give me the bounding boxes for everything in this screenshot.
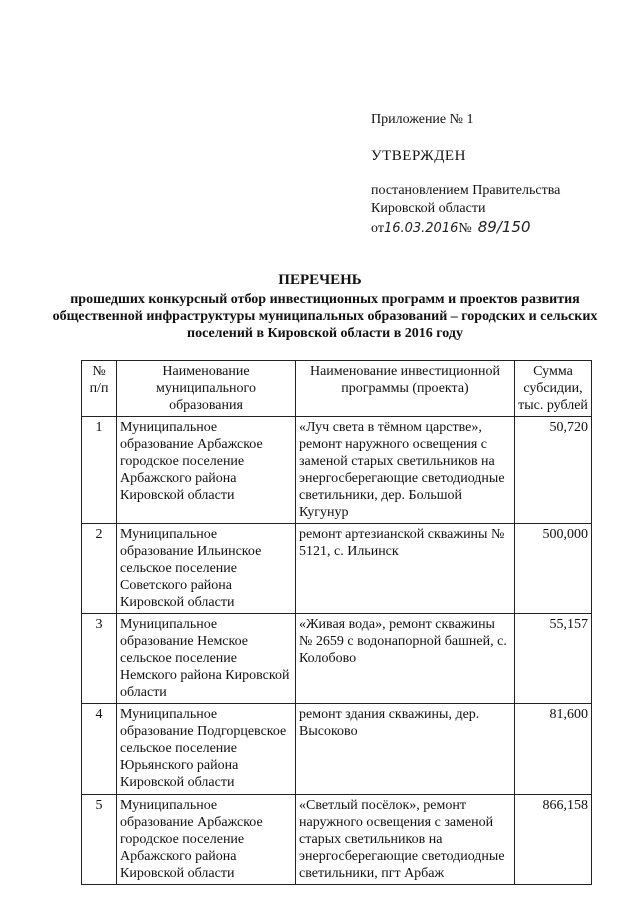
cell-program: ремонт здания скважины, дер. Высоково	[296, 704, 515, 795]
cell-num: 1	[82, 417, 117, 524]
decree-number-label: №	[458, 221, 472, 236]
cell-num: 5	[82, 795, 117, 885]
table-row	[82, 417, 592, 524]
cell-municipality: Муниципальное образование Арбажское городское поселение Арбажского района Кировской области	[117, 417, 296, 524]
cell-municipality: Муниципальное образование Ильинское сельское поселение Советского района Кировской области	[117, 524, 296, 614]
header-amount: Сумма субсидии, тыс. рублей	[515, 361, 592, 417]
decree-number: 89/150	[477, 218, 531, 236]
document-subtitle: прошедших конкурсный отбор инвестиционных программ и проектов развития общественной инфраструктуры муниципальных образований – городских и сельских поселений в Кировской области в 2016 году	[52, 292, 598, 341]
cell-municipality: Муниципальное образование Подгорцевское сельское поселение Юрьянского района Кировской области	[117, 704, 296, 795]
cell-num: 4	[82, 704, 117, 795]
cell-municipality: Муниципальное образование Арбажское городское поселение Арбажского района Кировской области	[117, 795, 296, 885]
decree-block	[371, 182, 560, 238]
cell-program: «Живая вода», ремонт скважины № 2659 с водонапорной башней, с. Колобово	[296, 614, 515, 704]
decree-line-3	[371, 218, 560, 238]
cell-program: «Светлый посёлок», ремонт наружного освещения с заменой старых светильников на энергосберегающие светодиодные светильники, пгт Арбаж	[296, 795, 515, 885]
cell-municipality: Муниципальное образование Немское сельское поселение Немского района Кировской области	[117, 614, 296, 704]
table-row	[82, 704, 592, 795]
attachment-label: Приложение № 1	[371, 112, 474, 127]
cell-amount: 50,720	[515, 417, 592, 524]
document-title: ПЕРЕЧЕНЬ	[278, 272, 362, 288]
cell-num: 3	[82, 614, 117, 704]
programs-table	[81, 360, 592, 885]
table-row	[82, 614, 592, 704]
table-row	[82, 524, 592, 614]
header-municipality: Наименование муниципального образования	[117, 361, 296, 417]
cell-program: ремонт артезианской скважины № 5121, с. Ильинск	[296, 524, 515, 614]
decree-line-1: постановлением Правительства	[371, 183, 561, 198]
cell-amount: 866,158	[515, 795, 592, 885]
header-program: Наименование инвестиционной программы (проекта)	[296, 361, 515, 417]
cell-amount: 500,000	[515, 524, 592, 614]
cell-amount: 55,157	[515, 614, 592, 704]
decree-line-2: Кировской области	[371, 201, 486, 216]
cell-amount: 81,600	[515, 704, 592, 795]
cell-program: «Луч света в тёмном царстве», ремонт наружного освещения с заменой старых светильников на энергосберегающие светодиодные светильники, дер. Большой Кугунур	[296, 417, 515, 524]
header-num: № п/п	[82, 361, 117, 417]
cell-num: 2	[82, 524, 117, 614]
decree-date: 16.03.2016	[383, 221, 459, 236]
decree-prefix: от	[371, 221, 384, 236]
table-row	[82, 795, 592, 885]
table-header-row	[82, 361, 592, 417]
approved-label: УТВЕРЖДЕН	[371, 148, 466, 164]
